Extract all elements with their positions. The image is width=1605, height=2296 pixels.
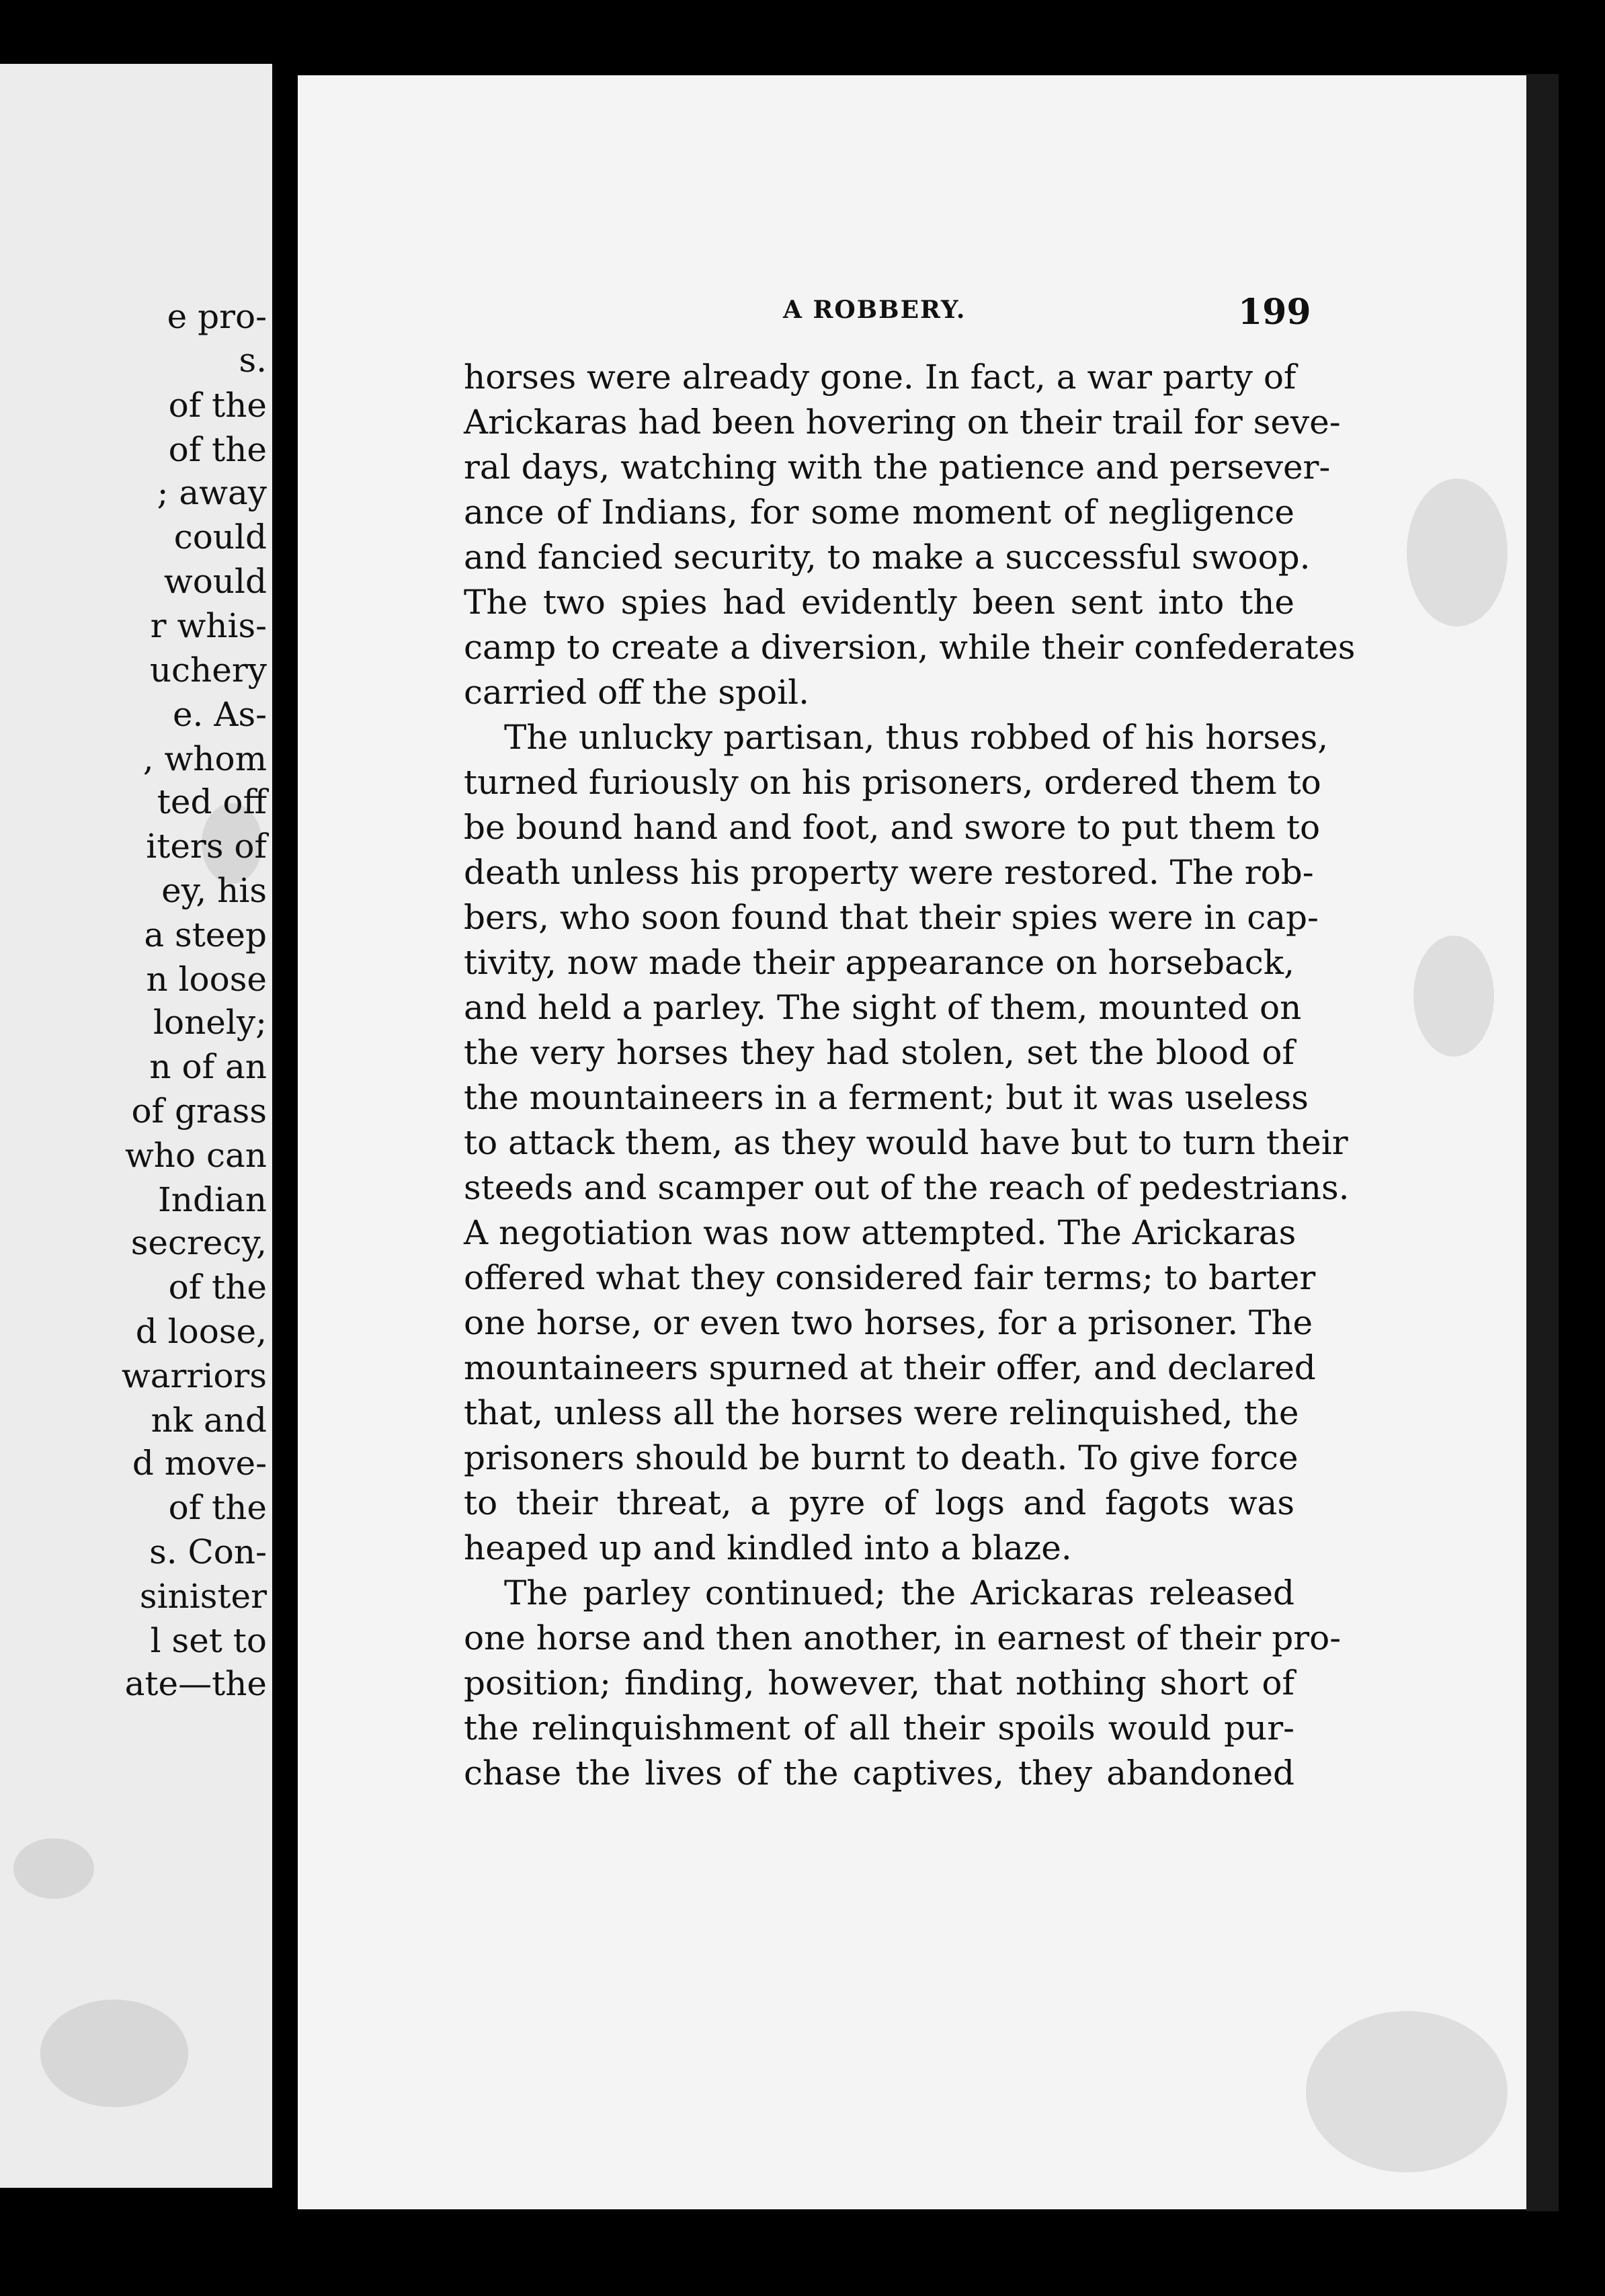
text-line: The two spies had evidently been sent into the — [464, 583, 1294, 622]
left-page-line: l set to — [150, 1621, 267, 1660]
text-line: position; finding, however, that nothing short of — [464, 1664, 1294, 1703]
left-page-line: d move- — [132, 1444, 267, 1483]
text-line: A negotiation was now attempted. The Arickaras — [464, 1213, 1297, 1252]
text-line: to their threat, a pyre of logs and fagots was — [464, 1483, 1294, 1522]
text-line: and held a parley. The sight of them, mounted on — [464, 988, 1302, 1027]
text-line: Arickaras had been hovering on their trail for seve- — [464, 403, 1341, 442]
left-page-line: n of an — [149, 1047, 267, 1086]
left-page-line: iters of — [146, 827, 267, 866]
text-line: and fancied security, to make a successful swoop. — [464, 538, 1311, 577]
left-page-line: s. — [239, 341, 267, 380]
left-page-line: secrecy, — [130, 1223, 267, 1262]
left-page-line: d loose, — [135, 1312, 267, 1351]
left-page-line: ; away — [157, 473, 267, 512]
left-page-line: ate—the — [124, 1664, 267, 1703]
text-line: the mountaineers in a ferment; but it was useless — [464, 1078, 1309, 1117]
left-page-line: ey, his — [161, 871, 267, 910]
left-page-line: uchery — [149, 651, 267, 690]
text-line: death unless his property were restored. The rob- — [464, 853, 1314, 892]
left-page-line: a steep — [144, 915, 267, 954]
left-page-line: nk and — [151, 1401, 267, 1440]
running-head: A ROBBERY. — [783, 296, 966, 324]
left-page-line: lonely; — [153, 1003, 267, 1042]
text-line: prisoners should be burnt to death. To give force — [464, 1438, 1299, 1477]
text-line: ral days, watching with the patience and persever- — [464, 448, 1331, 487]
text-line: The unlucky partisan, thus robbed of his horses, — [504, 718, 1329, 757]
page-number: 199 — [1238, 292, 1311, 333]
left-page-line: r whis- — [150, 606, 267, 645]
paper-stain — [1306, 2011, 1508, 2172]
text-line: one horse, or even two horses, for a prisoner. The — [464, 1303, 1313, 1342]
text-line: mountaineers spurned at their offer, and declared — [464, 1348, 1316, 1387]
text-line: the very horses they had stolen, set the blood of — [464, 1033, 1294, 1072]
text-line: ance of Indians, for some moment of negligence — [464, 493, 1294, 532]
text-line: offered what they considered fair terms; to barter — [464, 1258, 1316, 1297]
left-page-line: , whom — [142, 739, 267, 778]
left-page-line: of grass — [131, 1092, 267, 1131]
paper-stain — [1407, 479, 1508, 626]
left-page-line: e pro- — [167, 297, 267, 336]
left-page-line: sinister — [139, 1577, 267, 1616]
left-page-line: who can — [124, 1136, 267, 1175]
left-page-line: ted off — [157, 782, 267, 821]
text-line: steeds and scamper out of the reach of pedestrians. — [464, 1168, 1350, 1207]
left-page-line: Indian — [158, 1180, 267, 1219]
left-page-line: of the — [168, 1268, 267, 1307]
left-page-line: warriors — [121, 1356, 267, 1395]
left-page-line: of the — [168, 430, 267, 469]
left-page-line: of the — [168, 1488, 267, 1527]
book-gutter — [272, 0, 298, 2296]
page-body-text — [464, 355, 1356, 1796]
left-page-line: e. As- — [172, 695, 267, 734]
text-line: that, unless all the horses were relinquished, the — [464, 1393, 1299, 1432]
left-page-line: s. Con- — [149, 1532, 267, 1571]
left-page-line: would — [163, 562, 267, 601]
text-line: tivity, now made their appearance on horseback, — [464, 943, 1294, 982]
text-line: to attack them, as they would have but to turn their — [464, 1123, 1348, 1162]
left-page-line: of the — [168, 386, 267, 425]
text-line: chase the lives of the captives, they abandoned — [464, 1754, 1294, 1793]
text-line: turned furiously on his prisoners, ordered them to — [464, 763, 1321, 802]
text-line: horses were already gone. In fact, a war party of — [464, 358, 1297, 397]
left-page-fragment — [0, 64, 272, 2188]
page-edge — [1526, 74, 1559, 2211]
paper-stain — [1413, 936, 1494, 1057]
paper-stain — [13, 1838, 94, 1899]
text-line: camp to create a diversion, while their confederates — [464, 628, 1356, 667]
text-line: carried off the spoil. — [464, 673, 810, 712]
text-line: be bound hand and foot, and swore to put them to — [464, 808, 1321, 847]
paper-stain — [40, 2000, 188, 2107]
text-line: one horse and then another, in earnest of their pro- — [464, 1618, 1342, 1657]
text-line: bers, who soon found that their spies were in cap- — [464, 898, 1319, 937]
left-page-line: n loose — [146, 960, 267, 999]
text-line: The parley continued; the Arickaras released — [504, 1573, 1294, 1612]
text-line: heaped up and kindled into a blaze. — [464, 1528, 1072, 1567]
left-page-line: could — [173, 518, 267, 557]
text-line: the relinquishment of all their spoils would pur- — [464, 1709, 1294, 1748]
